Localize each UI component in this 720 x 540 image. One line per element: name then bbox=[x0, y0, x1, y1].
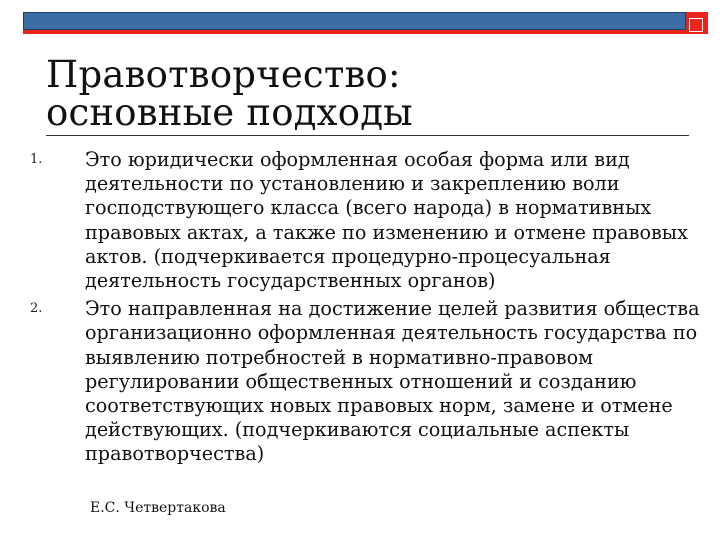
slide-title-line-2: основные подходы bbox=[46, 91, 413, 134]
author-name: Е.С. Четвертакова bbox=[90, 500, 226, 516]
corner-square-decoration bbox=[686, 12, 708, 42]
slide-title bbox=[46, 53, 686, 134]
list-item-1-text: Это юридически оформленная особая форма или вид деятельности по установлению и закреплению воли господствующего класса (всего народа) в нормативных правовых актах, а также по изменению и отмене правовых актов. (подчеркивается процедурно-процесуальная деятельность государственных органов) bbox=[85, 148, 688, 293]
list-item-1 bbox=[30, 148, 700, 293]
title-underline bbox=[46, 135, 689, 136]
header-bar-blue bbox=[23, 12, 686, 30]
list-item-1-number: 1. bbox=[30, 152, 43, 167]
list-item-2-number: 2. bbox=[30, 301, 43, 317]
list-item-2-text: Это направленная на достижение целей развития общества организационно оформленная деятельность государства по выявлению потребностей в нормативно-правовом регулировании общественных отношений и созданию соответствующих новых правовых норм, замене и отмене действующих. (подчеркиваются социальные аспекты правотворчества) bbox=[85, 297, 700, 466]
corner-outline-square bbox=[689, 18, 703, 32]
list-item-2 bbox=[30, 297, 700, 466]
slide-title-line-1: Правотворчество: bbox=[46, 53, 401, 96]
header-bar bbox=[23, 12, 686, 34]
header-bar-red-line bbox=[23, 30, 686, 34]
approaches-list bbox=[30, 148, 700, 467]
